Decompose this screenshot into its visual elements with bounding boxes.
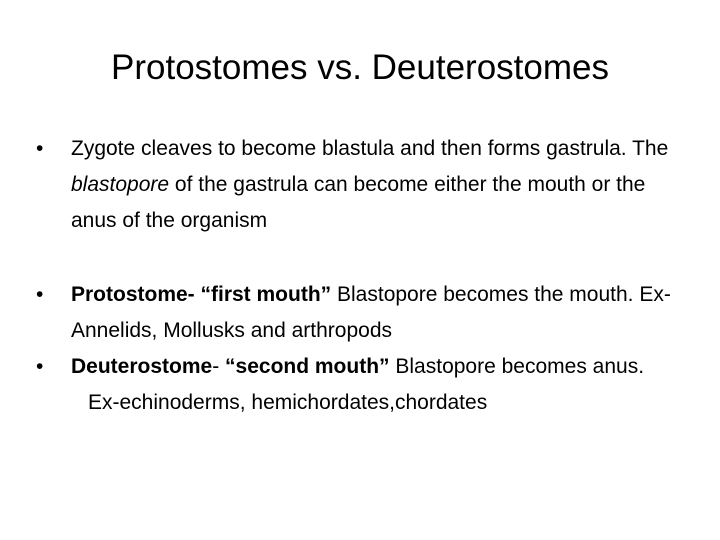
- bullet-marker: •: [36, 355, 44, 378]
- bullet-text: -: [212, 355, 226, 378]
- slide-body: [36, 131, 696, 421]
- bold-term: Deuterostome: [71, 355, 213, 378]
- sub-line: Ex-echinoderms, hemichordates,chordates: [88, 391, 488, 414]
- spacer: [36, 239, 696, 277]
- bold-term: “second mouth”: [225, 355, 390, 378]
- bullet-item: [36, 131, 696, 239]
- bullet-item: [36, 349, 696, 385]
- bullet-item: [36, 277, 696, 349]
- bullet-text: Blastopore becomes anus.: [389, 355, 645, 378]
- bullet-marker: •: [36, 283, 44, 306]
- bullet-text: Zygote cleaves to become blastula and then forms gastrula. The: [71, 137, 669, 160]
- bullet-marker: •: [36, 137, 44, 160]
- bullet-text: Blastopore becomes the mouth. Ex-Annelids, Mollusks and arthropods: [71, 283, 671, 342]
- italic-term: blastopore: [71, 173, 170, 196]
- bold-term: Protostome- “first mouth”: [71, 283, 332, 306]
- bullet-text: of the gastrula can become either the mouth or the anus of the organism: [71, 173, 646, 232]
- slide-title: Protostomes vs. Deuterostomes: [111, 48, 609, 87]
